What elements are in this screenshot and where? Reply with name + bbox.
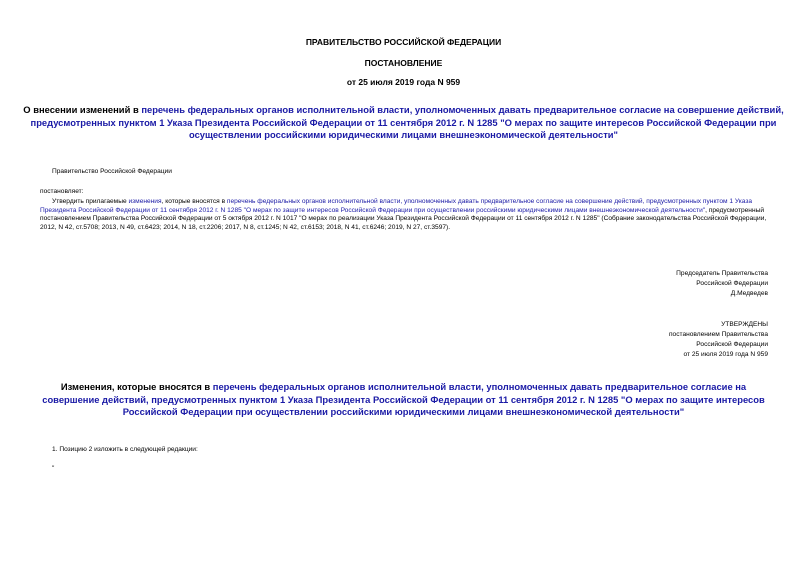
document-type-heading: ПОСТАНОВЛЕНИЕ: [364, 58, 443, 68]
document-date-number: от 25 июля 2019 года N 959: [346, 77, 461, 87]
item-1: 1. Позицию 2 изложить в следующей редакции:: [52, 446, 198, 453]
signature-block: [500, 269, 768, 299]
title-link[interactable]: перечень федеральных органов исполнительной власти, уполномоченных давать предварительное согласие на совершение действий, предусмотренных пунктом 1 Указа Президента Российской Федерации от 11 сентября 2012 г. N 1285 "О мерах по защите интересов Российской Федерации при осуществлении российскими юридическими лицами внешнеэкономической деятельности": [30, 104, 784, 140]
approval-line-4: от 25 июля 2019 года N 959: [683, 351, 768, 358]
government-line: Правительство Российской Федерации: [52, 168, 172, 175]
body-paragraph: [40, 198, 770, 232]
changes-title-link[interactable]: перечень федеральных органов исполнительной власти, уполномоченных давать предварительное согласие на совершение действий, предусмотренных пунктом 1 Указа Президента Российской Федерации от 11 сентября 2012 г. N 1285 "О мерах по защите интересов Российской Федерации при осуществлении российскими юридическими лицами внешнеэкономической деятельности": [42, 381, 765, 417]
decides-line: постановляет:: [40, 188, 84, 195]
p1-text-c: , предусмотренный постановлением Правительства Российской Федерации от 5 октября 2012 г. N 1017 "О мерах по реализации Указа Президента Российской Федерации от 11 сентября 2012 г. N 1285": [40, 206, 765, 223]
approval-line-1: УТВЕРЖДЕНЫ: [721, 321, 768, 328]
government-heading: ПРАВИТЕЛЬСТВО РОССИЙСКОЙ ФЕДЕРАЦИИ: [305, 37, 502, 47]
approval-line-3: Российской Федерации: [696, 341, 768, 348]
list-link[interactable]: перечень федеральных органов исполнительной власти, уполномоченных давать предварительное согласие на совершение действий, предусмотренных пунктом 1 Указа Президента Российской Федерации от 11 сентября 2012 г. N 1285 "О мерах по защите интересов Российской Федерации при осуществлении российскими юридическими лицами внешнеэкономической деятельности": [40, 198, 753, 214]
changes-title: [40, 381, 767, 419]
p1-text-b: , которые вносятся в: [161, 198, 227, 205]
signature-line-2: Российской Федерации: [696, 280, 768, 287]
title-prefix: О внесении изменений в: [23, 104, 142, 115]
p1-text-d: (Собрание законодательства Российской Федерации, 2012, N 42, ст.5708; 2013, N 49, ст.6423; 2014, N 18, ст.2206; 2017, N 8, ст.1245; N 42, ст.6153; 2018, N 41, ст.6246; 2019, N 27, ст.3597).: [40, 215, 767, 231]
changes-title-prefix: Изменения, которые вносятся в: [60, 381, 213, 392]
approval-line-2: постановлением Правительства: [668, 331, 768, 338]
approval-block: [500, 320, 768, 360]
p1-text-a: Утвердить прилагаемые: [52, 198, 129, 205]
signature-line-3: Д.Медведев: [730, 290, 768, 297]
changes-link[interactable]: изменения: [128, 198, 162, 205]
quote-mark: ": [52, 465, 55, 472]
signature-line-1: Председатель Правительства: [676, 270, 768, 277]
document-title: [20, 104, 787, 142]
